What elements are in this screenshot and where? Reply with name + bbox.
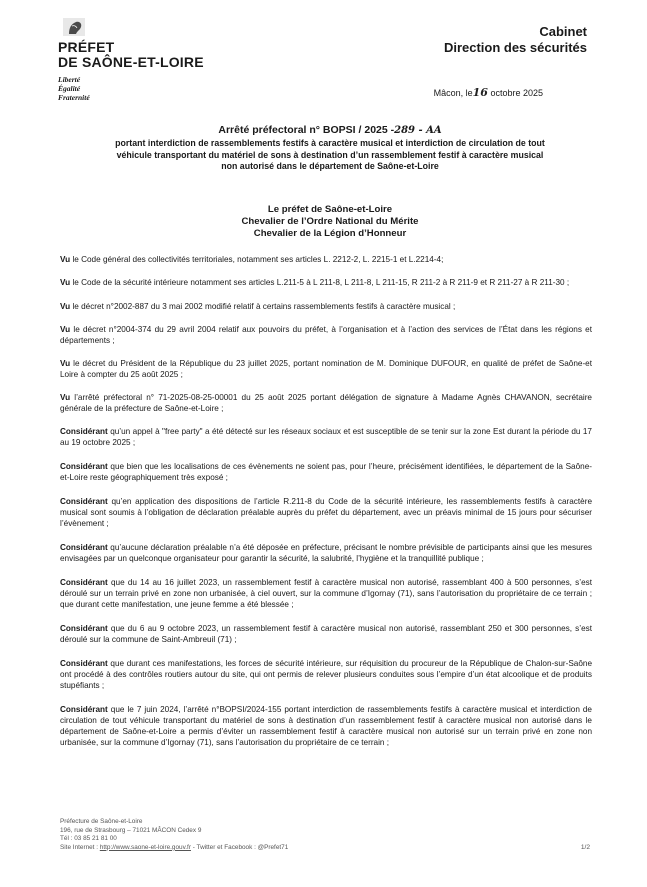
footer-phone: Tél : 03 85 21 81 00	[60, 835, 117, 843]
paragraph	[60, 392, 592, 414]
arrete-subtitle-line: non autorisé dans le département de Saône-et-Loire	[221, 161, 439, 171]
paragraph-text: l’arrêté préfectoral n° 71-2025-08-25-00001 du 25 août 2025 portant délégation de signature à Madame Agnès CHAVANON, secrétaire générale de la préfecture de Saône-et-Loire ;	[60, 393, 592, 413]
paragraph	[60, 301, 592, 312]
prefet-title-honneur: Chevalier de la Légion d’Honneur	[253, 228, 407, 239]
paragraph	[60, 542, 592, 564]
paragraph-keyword: Vu	[60, 255, 71, 264]
arrete-title	[70, 124, 590, 137]
paragraph-text: que du 14 au 16 juillet 2023, un rassemblement festif à caractère musical non autorisé, rassemblant 400 à 500 personnes, s’est déroulé sur un terrain privé en zone non urbanisée, à ciel ouvert, sur la commune d’Igornay (71), sans l’autorisation du propriétaire de ce terrain ; que durant cette manifestation, une jeune femme a été blessée ;	[60, 578, 592, 609]
paragraph-text: qu’aucune déclaration préalable n’a été déposée en préfecture, précisant le nombre prévisible de participants ainsi que les mesures envisagées par un quelconque organisateur pour garantir la sécurité, la salubrité, l’hygiène et la tranquillité publique ;	[60, 543, 592, 563]
marianne-logo-icon	[60, 16, 88, 38]
paragraph-keyword: Vu	[60, 393, 71, 402]
footer-website-link[interactable]: http://www.saone-et-loire.gouv.fr	[99, 843, 191, 851]
logo-title-line2: DE SAÔNE-ET-LOIRE	[58, 54, 204, 70]
paragraph	[60, 324, 592, 346]
paragraph-text: le décret du Président de la République du 23 juillet 2025, portant nomination de M. Dominique DUFOUR, en qualité de préfet de Saône-et Loire à compter du 25 août 2025 ;	[60, 359, 592, 379]
paragraph-keyword: Considérant	[60, 705, 108, 714]
arrete-subtitle	[70, 138, 590, 173]
footer-social: - Twitter et Facebook : @Prefet71	[190, 843, 289, 851]
paragraph-keyword: Considérant	[60, 427, 108, 436]
paragraph-keyword: Considérant	[60, 497, 108, 506]
paragraph	[60, 461, 592, 483]
paragraph	[60, 658, 592, 691]
service-cabinet: Cabinet	[539, 24, 587, 39]
document-body	[60, 254, 592, 748]
paragraph-text: le décret n°2004-374 du 29 avril 2004 relatif aux pouvoirs du préfet, à l’organisation et à l’action des services de l’État dans les régions et départements ;	[60, 325, 592, 345]
footer-web-prefix: Site Internet :	[60, 843, 100, 851]
paragraph-text: qu’un appel à "free party" a été détecté sur les réseaux sociaux et est susceptible de se tenir sur la zone Est durant la période du 17 au 19 octobre 2025 ;	[60, 427, 592, 447]
footer-address: 196, rue de Strasbourg – 71021 MÂCON Cedex 9	[60, 826, 202, 834]
paragraph-text: que le 7 juin 2024, l’arrêté n°BOPSI/2024-155 portant interdiction de rassemblements festifs à caractère musical et interdiction de circulation de tout véhicule transportant du matériel de sons à destination d’un rassemblement festif à caractère musical non autorisé dans le département de Saône-et-Loire a permis d’éviter un rassemblement festif à caractère musical non autorisé sur un terrain privé en zone non urbanisée, sur la commune d’Igornay (71), sans l’autorisation du propriétaire de ce terrain ;	[60, 705, 592, 747]
paragraph-text: le Code général des collectivités territoriales, notamment ses articles L. 2212-2, L. 2215-1 et L.2214-4;	[70, 255, 444, 264]
date-day-handwritten: 16	[472, 86, 488, 99]
paragraph-text: que durant ces manifestations, les forces de sécurité intérieure, sur réquisition du procureur de la République de Chalon-sur-Saône ont procédé à des contrôles routiers autour du site, qui ont permis de relever plusieurs conduites sous l’empire d’un état alcoolique et de produits stupéfiants ;	[60, 659, 592, 690]
date-suffix: octobre 2025	[490, 88, 543, 98]
paragraph-keyword: Vu	[60, 278, 71, 287]
paragraph	[60, 577, 592, 610]
service-direction: Direction des sécurités	[443, 40, 587, 55]
logo-title-line1: PRÉFET	[58, 39, 115, 55]
prefet-titles	[70, 204, 590, 240]
paragraph-keyword: Considérant	[60, 462, 108, 471]
arrete-number-handwritten: 289 - AA	[394, 125, 442, 136]
paragraph-keyword: Vu	[60, 359, 71, 368]
prefet-name: Le préfet de Saône-et-Loire	[267, 204, 393, 215]
prefet-logo	[58, 16, 248, 102]
date-prefix: Mâcon, le	[433, 88, 473, 98]
motto-egalite: Égalité	[58, 84, 81, 93]
motto-liberte: Liberté	[58, 75, 81, 84]
footer-org: Préfecture de Saône-et-Loire	[60, 818, 143, 825]
paragraph	[60, 254, 592, 265]
paragraph-text: que du 6 au 9 octobre 2023, un rassemblement festif à caractère musical non autorisé, rassemblant 250 et 300 personnes, s’est déroulé sur la commune de Saint-Ambreuil (71) ;	[60, 624, 592, 644]
prefet-title-merite: Chevalier de l’Ordre National du Mérite	[241, 216, 419, 227]
paragraph	[60, 704, 592, 748]
arrete-subtitle-line: véhicule transportant du matériel de sons à destination d’un rassemblement festif à caractère musical	[116, 149, 544, 160]
paragraph-keyword: Considérant	[60, 624, 108, 633]
paragraph-keyword: Vu	[60, 302, 71, 311]
paragraph-keyword: Considérant	[60, 578, 108, 587]
page-number: 1/2	[580, 844, 590, 851]
paragraph-keyword: Considérant	[60, 659, 108, 668]
service-heading	[444, 24, 587, 56]
paragraph-text: le Code de la sécurité intérieure notamment ses articles L.211-5 à L 211-8, L 211-8, L 211-15, R 211-2 à R 211-9 et R 211-27 à R 211-30 ;	[70, 278, 570, 287]
document-date	[434, 86, 543, 99]
paragraph-keyword: Vu	[60, 325, 71, 334]
paragraph-text: qu’en application des dispositions de l’article R.211-8 du Code de la sécurité intérieure, les rassemblements festifs à caractère musical sont soumis à l’obligation de déclaration préalable auprès du préfet du département, avec un préavis minimal de 15 jours pour sécuriser l’évènement ;	[60, 497, 592, 528]
paragraph-text: le décret n°2002-887 du 3 mai 2002 modifié relatif à certains rassemblements festifs à caractère musical ;	[70, 302, 456, 311]
arrete-number: Arrêté préfectoral n° BOPSI / 2025 -	[218, 124, 395, 136]
paragraph	[60, 426, 592, 448]
paragraph-text: que bien que les localisations de ces évènements ne soient pas, pour l’heure, précisément identifiées, le département de la Saône-et-Loire reste géographiquement très exposé ;	[60, 462, 592, 482]
paragraph-keyword: Considérant	[60, 543, 108, 552]
footer-web	[60, 844, 592, 853]
arrete-title-block	[70, 124, 590, 173]
motto	[58, 75, 248, 102]
paragraph	[60, 496, 592, 529]
motto-fraternite: Fraternité	[58, 93, 90, 102]
paragraph	[60, 277, 592, 288]
footer	[60, 818, 592, 852]
paragraph	[60, 358, 592, 380]
paragraph	[60, 623, 592, 645]
arrete-subtitle-line: portant interdiction de rassemblements festifs à caractère musical et interdiction de circulation de tout	[115, 138, 545, 148]
